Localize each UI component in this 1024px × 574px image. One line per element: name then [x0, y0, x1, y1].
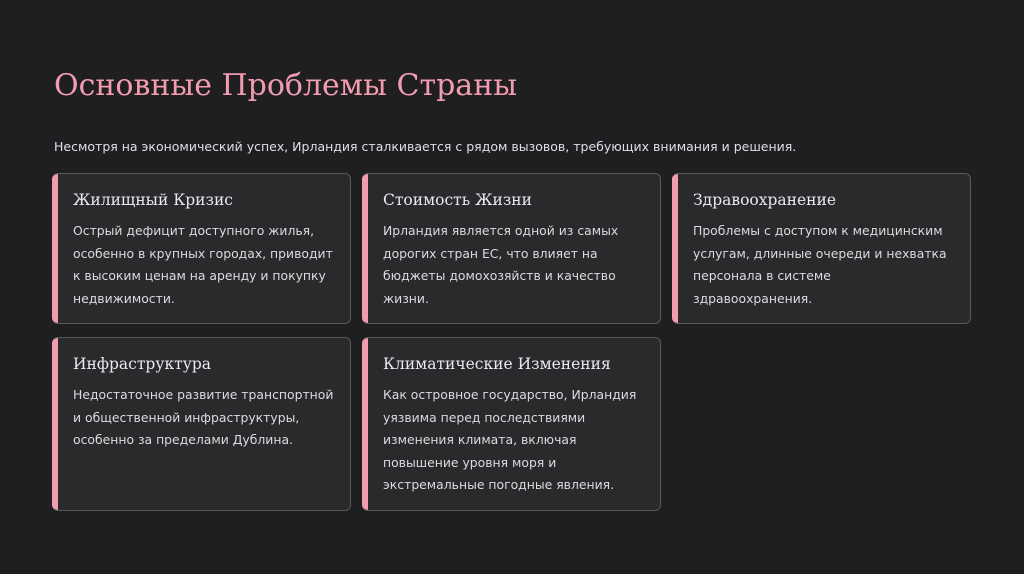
card-description-line: Ирландия является одной из самых: [383, 223, 619, 238]
card-title: Здравоохранение: [693, 191, 836, 209]
card-description-line: недвижимости.: [73, 290, 175, 306]
card-description-line: изменения климата, включая: [383, 432, 577, 447]
card-description-line: к высоким ценам на аренду и покупку: [73, 268, 326, 283]
card-cost-of-living: [362, 173, 661, 324]
card-description: [383, 384, 651, 497]
card-title: Инфраструктура: [73, 355, 211, 373]
card-description-line: здравоохранения.: [693, 290, 813, 306]
card-housing-crisis: [52, 173, 351, 324]
card-description-line: Острый дефицит доступного жилья,: [73, 223, 315, 238]
card-description: [73, 384, 341, 452]
card-description-line: экстремальные погодные явления.: [383, 477, 615, 492]
card-description-line: дорогих стран ЕС, что влияет на: [383, 245, 598, 261]
card-infrastructure: [52, 337, 351, 511]
card-title: Стоимость Жизни: [383, 191, 532, 209]
card-description: [383, 220, 651, 310]
card-description-line: услугам, длинные очереди и нехватка: [693, 245, 947, 261]
card-description-line: жизни.: [383, 290, 429, 306]
card-description-line: особенно за пределами Дублина.: [73, 432, 293, 447]
card-healthcare: [672, 173, 971, 324]
slide-subtitle: Несмотря на экономический успех, Ирландия сталкивается с рядом вызовов, требующих внимания и решения.: [54, 139, 797, 154]
card-description-line: уязвима перед последствиями: [383, 409, 586, 425]
card-description-line: Проблемы с доступом к медицинским: [693, 223, 943, 238]
card-climate-change: [362, 337, 661, 511]
card-description-line: особенно в крупных городах, приводит: [73, 245, 333, 261]
card-description-line: персонала в системе: [693, 268, 831, 283]
card-title: Жилищный Кризис: [73, 191, 233, 209]
slide-title: Основные Проблемы Страны: [54, 68, 518, 103]
card-description-line: Недостаточное развитие транспортной: [73, 387, 334, 402]
card-description-line: Как островное государство, Ирландия: [383, 387, 637, 402]
card-title: Климатические Изменения: [383, 355, 611, 373]
card-description-line: и общественной инфраструктуры,: [73, 409, 300, 425]
card-description: [73, 220, 341, 310]
card-description-line: повышение уровня моря и: [383, 454, 557, 470]
card-description: [693, 220, 961, 310]
card-description-line: бюджеты домохозяйств и качество: [383, 268, 616, 283]
